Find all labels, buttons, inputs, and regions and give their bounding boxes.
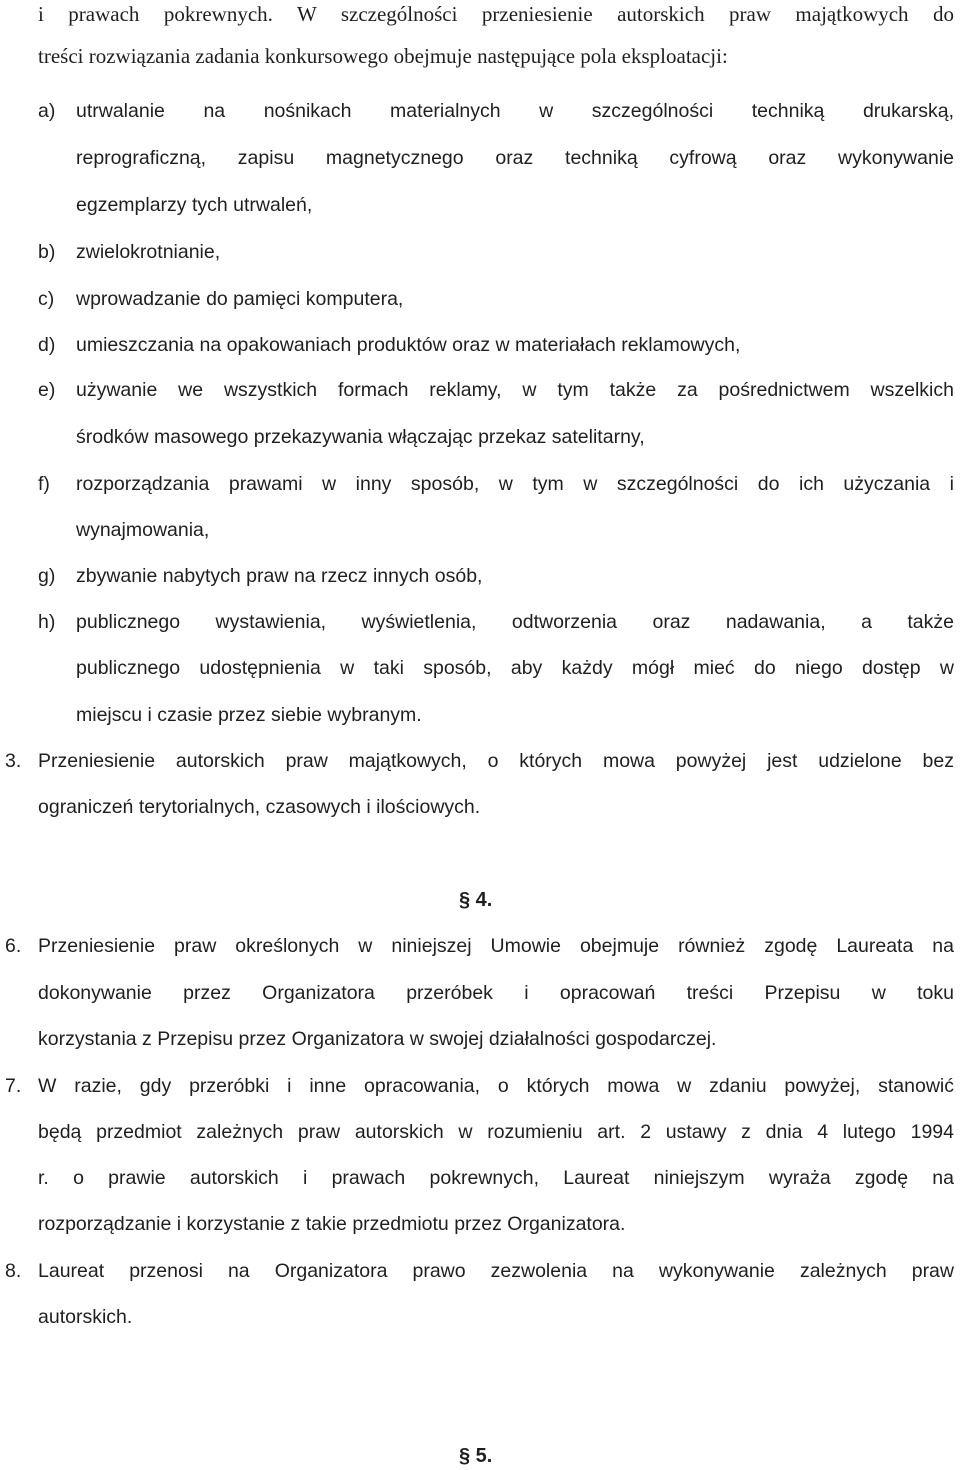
point-6-line-3: korzystania z Przepisu przez Organizatora w swojej działalności gospodarczej. [38,1028,717,1050]
field-label-h: h) [38,611,56,633]
field-h-line-2: publicznego udostępnienia w taki sposób, aby każdy mógł mieć do niego dostęp w [76,657,954,679]
point-3-line-1: Przeniesienie autorskich praw majątkowych, o których mowa powyżej jest udzielone bez [38,750,954,772]
field-a-line-3: egzemplarzy tych utrwaleń, [76,194,313,216]
field-label-d: d) [38,334,56,356]
field-h-line-1: publicznego wystawienia, wyświetlenia, odtworzenia oraz nadawania, a także [76,611,954,633]
point-6-line-2: dokonywanie przez Organizatora przeróbek i opracowań treści Przepisu w toku [38,982,954,1004]
field-f-line-2: wynajmowania, [76,519,210,541]
field-g-line-1: zbywanie nabytych praw na rzecz innych osób, [76,565,483,587]
intro-line-1: i prawach pokrewnych. W szczególności przeniesienie autorskich praw majątkowych do [38,2,954,26]
point-7-line-2: będą przedmiot zależnych praw autorskich w rozumieniu art. 2 ustawy z dnia 4 lutego 1994 [38,1121,954,1143]
field-label-a: a) [38,100,56,122]
point-8-line-1: Laureat przenosi na Organizatora prawo zezwolenia na wykonywanie zależnych praw [38,1260,954,1282]
section-4-heading: § 4. [459,889,493,911]
point-3-line-2: ograniczeń terytorialnych, czasowych i ilościowych. [38,796,481,818]
field-e-line-1: używanie we wszystkich formach reklamy, w tym także za pośrednictwem wszelkich [76,379,954,401]
field-label-f: f) [38,473,50,495]
field-label-g: g) [38,565,56,587]
point-8-line-2: autorskich. [38,1306,133,1328]
point-7-line-3: r. o prawie autorskich i prawach pokrewnych, Laureat niniejszym wyraża zgodę na [38,1167,954,1189]
point-7-line-1: W razie, gdy przeróbki i inne opracowania, o których mowa w zdaniu powyżej, stanowić [38,1075,954,1097]
point-6-line-1: Przeniesienie praw określonych w niniejszej Umowie obejmuje również zgodę Laureata na [38,935,954,957]
point-3-number: 3. [5,750,22,772]
field-e-line-2: środków masowego przekazywania włączając przekaz satelitarny, [76,426,645,448]
point-7-line-4: rozporządzanie i korzystanie z takie przedmiotu przez Organizatora. [38,1213,626,1235]
point-8-number: 8. [5,1260,22,1282]
point-7-number: 7. [5,1075,22,1097]
field-f-line-1: rozporządzania prawami w inny sposób, w tym w szczególności do ich użyczania i [76,473,954,495]
field-a-line-2: reprograficzną, zapisu magnetycznego oraz techniką cyfrową oraz wykonywanie [76,147,954,169]
field-label-e: e) [38,379,56,401]
field-label-c: c) [38,288,55,310]
section-5-heading: § 5. [459,1445,493,1467]
field-b-line-1: zwielokrotnianie, [76,241,221,263]
field-c-line-1: wprowadzanie do pamięci komputera, [76,288,404,310]
field-h-line-3: miejscu i czasie przez siebie wybranym. [76,704,422,726]
field-label-b: b) [38,241,56,263]
field-a-line-1: utrwalanie na nośnikach materialnych w szczególności techniką drukarską, [76,100,954,122]
intro-line-2: treści rozwiązania zadania konkursowego obejmuje następujące pola eksploatacji: [38,44,728,68]
point-6-number: 6. [5,935,22,957]
field-d-line-1: umieszczania na opakowaniach produktów oraz w materiałach reklamowych, [76,334,741,356]
